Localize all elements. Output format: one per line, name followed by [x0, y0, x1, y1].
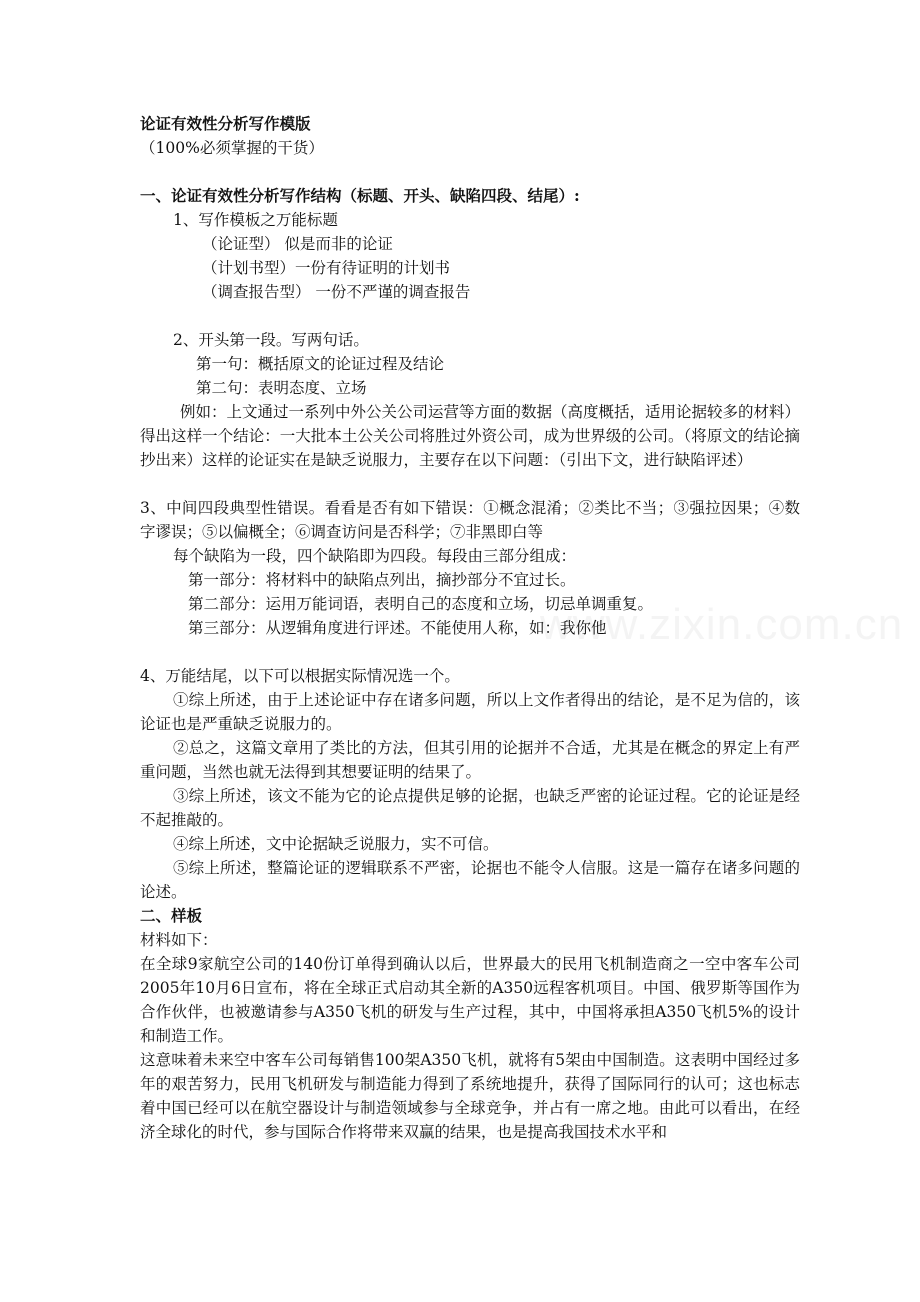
section-2-heading: 二、样板	[140, 906, 203, 925]
defect-part-item: 第二部分：运用万能词语，表明自己的态度和立场，切忌单调重复。	[188, 595, 654, 613]
defect-part-item: 第一部分：将材料中的缺陷点列出，摘抄部分不宜过长。	[188, 571, 576, 589]
title-template-item: （调查报告型） 一份不严谨的调查报告	[202, 283, 471, 301]
opening-sentence-item: 第一句：概括原文的论证过程及结论	[196, 355, 445, 373]
spacer	[140, 472, 800, 496]
opening-example-paragraph: 例如：上文通过一系列中外公关公司运营等方面的数据（高度概括，适用论据较多的材料）得出这样一个结论：一大批本土公关公司将胜过外资公司，成为世界级的公司。（将原文的结论摘抄出来）这样的论证实在是缺乏说服力，主要存在以下问题：（引出下文，进行缺陷评述）	[140, 403, 801, 469]
material-label: 材料如下：	[140, 931, 218, 949]
point-2-heading: 2、开头第一段。写两句话。	[173, 331, 369, 349]
spacer	[140, 640, 800, 664]
point-3-heading: 3、中间四段典型性错误。看看是否有如下错误：①概念混淆；②类比不当；③强拉因果；④数字谬误；⑤以偏概全；⑥调查访问是否科学；⑦非黑即白等	[140, 499, 800, 541]
conclusion-option: ④综上所述，文中论据缺乏说服力，实不可信。	[173, 835, 499, 853]
conclusion-option: ①综上所述，由于上述论证中存在诸多问题，所以上文作者得出的结论，是不足为信的，该论证也是严重缺乏说服力的。	[140, 691, 800, 733]
document-subtitle: （100%必须掌握的干货）	[140, 139, 324, 157]
document-body	[140, 112, 800, 1144]
defect-structure-line: 每个缺陷为一段，四个缺陷即为四段。每段由三部分组成：	[173, 547, 577, 565]
point-4-heading: 4、万能结尾，以下可以根据实际情况选一个。	[140, 667, 460, 685]
opening-sentence-item: 第二句：表明态度、立场	[196, 379, 367, 397]
spacer	[140, 160, 800, 184]
section-1-heading: 一、论证有效性分析写作结构（标题、开头、缺陷四段、结尾）:	[140, 186, 580, 205]
conclusion-option: ⑤综上所述，整篇论证的逻辑联系不严密，论据也不能令人信服。这是一篇存在诸多问题的论述。	[140, 859, 800, 901]
point-1-heading: 1、写作模板之万能标题	[173, 211, 338, 229]
conclusion-option: ②总之，这篇文章用了类比的方法，但其引用的论据并不合适，尤其是在概念的界定上有严重问题，当然也就无法得到其想要证明的结果了。	[140, 739, 800, 781]
title-template-item: （计划书型）一份有待证明的计划书	[202, 259, 451, 277]
conclusion-option: ③综上所述，该文不能为它的论点提供足够的论据，也缺乏严密的论证过程。它的论证是经不起推敲的。	[140, 787, 800, 829]
title-template-item: （论证型） 似是而非的论证	[202, 235, 393, 253]
material-paragraph: 在全球9家航空公司的140份订单得到确认以后，世界最大的民用飞机制造商之一空中客车公司2005年10月6日宣布，将在全球正式启动其全新的A350远程客机项目。中国、俄罗斯等国作为合作伙伴，也被邀请参与A350飞机的研发与生产过程，其中，中国将承担A350飞机5%的设计和制造工作。	[140, 955, 800, 1045]
watermark: www.zixin.com.cn	[540, 600, 904, 649]
document-title: 论证有效性分析写作模版	[140, 114, 311, 133]
material-paragraph: 这意味着未来空中客车公司每销售100架A350飞机，就将有5架由中国制造。这表明中国经过多年的艰苦努力，民用飞机研发与制造能力得到了系统地提升，获得了国际同行的认可；这也标志着中国已经可以在航空器设计与制造领域参与全球竞争，并占有一席之地。由此可以看出，在经济全球化的时代，参与国际合作将带来双赢的结果，也是提高我国技术水平和	[140, 1051, 800, 1141]
spacer	[140, 304, 800, 328]
defect-part-item: 第三部分：从逻辑角度进行评述。不能使用人称，如：我你他	[188, 619, 607, 637]
